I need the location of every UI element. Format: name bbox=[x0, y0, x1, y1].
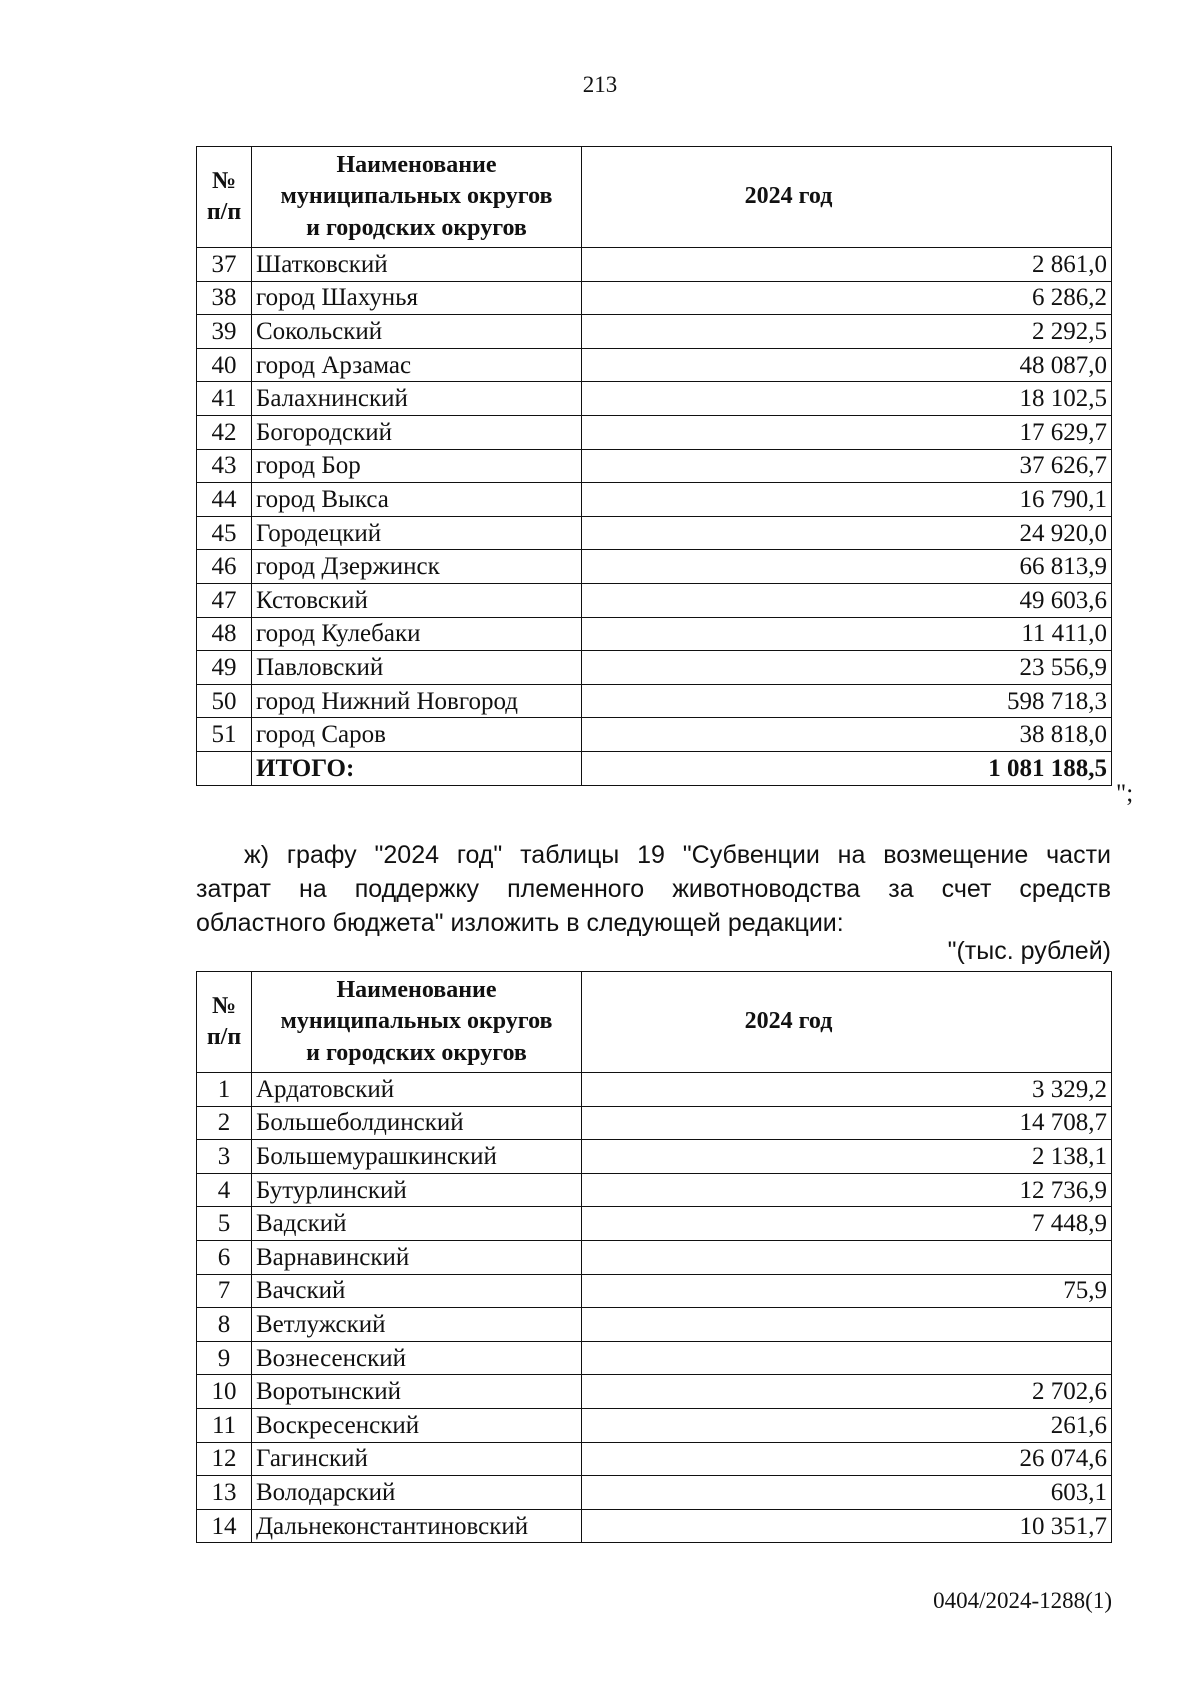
row-number: 8 bbox=[197, 1308, 252, 1342]
row-number: 44 bbox=[197, 483, 252, 517]
district-name: город Арзамас bbox=[252, 348, 582, 382]
row-number: 1 bbox=[197, 1073, 252, 1107]
district-name: город Кулебаки bbox=[252, 617, 582, 651]
total-number bbox=[197, 751, 252, 785]
table-row bbox=[197, 1173, 1112, 1207]
row-number: 37 bbox=[197, 248, 252, 282]
subvention-table-19 bbox=[196, 971, 1112, 1543]
subvention-value: 14 708,7 bbox=[582, 1106, 1112, 1140]
row-number: 43 bbox=[197, 449, 252, 483]
table-row bbox=[197, 281, 1112, 315]
table-row bbox=[197, 1308, 1112, 1342]
subvention-value: 11 411,0 bbox=[582, 617, 1112, 651]
table1-body bbox=[197, 248, 1112, 786]
row-number: 49 bbox=[197, 651, 252, 685]
table-row bbox=[197, 1509, 1112, 1543]
subvention-value: 38 818,0 bbox=[582, 718, 1112, 752]
district-name: Вознесенский bbox=[252, 1341, 582, 1375]
subvention-value: 16 790,1 bbox=[582, 483, 1112, 517]
table-row bbox=[197, 550, 1112, 584]
table-row bbox=[197, 1073, 1112, 1107]
district-name: город Дзержинск bbox=[252, 550, 582, 584]
subvention-value: 261,6 bbox=[582, 1408, 1112, 1442]
row-number: 4 bbox=[197, 1173, 252, 1207]
table-row bbox=[197, 1240, 1112, 1274]
row-number: 14 bbox=[197, 1509, 252, 1543]
header-name: Наименование муниципальных округов и городских округов bbox=[252, 147, 582, 248]
table-row bbox=[197, 1375, 1112, 1409]
page-number: 213 bbox=[582, 72, 618, 97]
table-header-row bbox=[197, 147, 1112, 248]
district-name: Ардатовский bbox=[252, 1073, 582, 1107]
subvention-value: 37 626,7 bbox=[582, 449, 1112, 483]
district-name: город Выкса bbox=[252, 483, 582, 517]
district-name: Гагинский bbox=[252, 1442, 582, 1476]
table-row bbox=[197, 315, 1112, 349]
table-row bbox=[197, 617, 1112, 651]
table-row bbox=[197, 1274, 1112, 1308]
table-header-row bbox=[197, 972, 1112, 1073]
row-number: 46 bbox=[197, 550, 252, 584]
subvention-value bbox=[582, 1308, 1112, 1342]
table-row bbox=[197, 718, 1112, 752]
row-number: 10 bbox=[197, 1375, 252, 1409]
total-value: 1 081 188,5 bbox=[582, 751, 1112, 785]
subvention-value: 7 448,9 bbox=[582, 1207, 1112, 1241]
subvention-value: 26 074,6 bbox=[582, 1442, 1112, 1476]
row-number: 3 bbox=[197, 1140, 252, 1174]
header-year: 2024 год bbox=[582, 972, 1112, 1073]
district-name: Сокольский bbox=[252, 315, 582, 349]
subvention-value: 12 736,9 bbox=[582, 1173, 1112, 1207]
subvention-value: 66 813,9 bbox=[582, 550, 1112, 584]
subvention-value: 2 292,5 bbox=[582, 315, 1112, 349]
header-year: 2024 год bbox=[582, 147, 1112, 248]
district-name: город Шахунья bbox=[252, 281, 582, 315]
row-number: 2 bbox=[197, 1106, 252, 1140]
header-num: № п/п bbox=[197, 972, 252, 1073]
header-num: № п/п bbox=[197, 147, 252, 248]
district-name: Воротынский bbox=[252, 1375, 582, 1409]
district-name: Воскресенский bbox=[252, 1408, 582, 1442]
paragraph-line: областного бюджета" изложить в следующей редакции: bbox=[196, 909, 844, 937]
district-name: Бутурлинский bbox=[252, 1173, 582, 1207]
subvention-value: 49 603,6 bbox=[582, 583, 1112, 617]
row-number: 45 bbox=[197, 516, 252, 550]
total-label: ИТОГО: bbox=[252, 751, 582, 785]
subvention-value: 3 329,2 bbox=[582, 1073, 1112, 1107]
district-name: город Нижний Новгород bbox=[252, 684, 582, 718]
table-row bbox=[197, 1476, 1112, 1510]
table-row bbox=[197, 583, 1112, 617]
total-row bbox=[197, 751, 1112, 785]
row-number: 12 bbox=[197, 1442, 252, 1476]
district-name: Шатковский bbox=[252, 248, 582, 282]
table-row bbox=[197, 684, 1112, 718]
subvention-value: 48 087,0 bbox=[582, 348, 1112, 382]
district-name: Кстовский bbox=[252, 583, 582, 617]
closing-quote: "; bbox=[1116, 780, 1134, 807]
table-row bbox=[197, 348, 1112, 382]
municipal-table-continued bbox=[196, 146, 1112, 786]
table-row bbox=[197, 1341, 1112, 1375]
row-number: 39 bbox=[197, 315, 252, 349]
table2-body bbox=[197, 1073, 1112, 1543]
row-number: 47 bbox=[197, 583, 252, 617]
district-name: Дальнеконстантиновский bbox=[252, 1509, 582, 1543]
district-name: Балахнинский bbox=[252, 382, 582, 416]
subvention-value: 2 702,6 bbox=[582, 1375, 1112, 1409]
subvention-value: 2 861,0 bbox=[582, 248, 1112, 282]
subvention-value: 24 920,0 bbox=[582, 516, 1112, 550]
table-row bbox=[197, 1207, 1112, 1241]
table-row bbox=[197, 516, 1112, 550]
table-row bbox=[197, 248, 1112, 282]
row-number: 6 bbox=[197, 1240, 252, 1274]
subvention-value: 23 556,9 bbox=[582, 651, 1112, 685]
district-name: Богородский bbox=[252, 415, 582, 449]
table-row bbox=[197, 1442, 1112, 1476]
subvention-value: 18 102,5 bbox=[582, 382, 1112, 416]
district-name: Володарский bbox=[252, 1476, 582, 1510]
district-name: Павловский bbox=[252, 651, 582, 685]
row-number: 7 bbox=[197, 1274, 252, 1308]
district-name: Городецкий bbox=[252, 516, 582, 550]
paragraph-line: ж) графу "2024 год" таблицы 19 "Субвенции на возмещение части bbox=[244, 841, 1111, 869]
row-number: 40 bbox=[197, 348, 252, 382]
row-number: 5 bbox=[197, 1207, 252, 1241]
subvention-value: 2 138,1 bbox=[582, 1140, 1112, 1174]
district-name: Вачский bbox=[252, 1274, 582, 1308]
amendment-paragraph bbox=[196, 838, 1111, 940]
table-row bbox=[197, 415, 1112, 449]
subvention-value: 6 286,2 bbox=[582, 281, 1112, 315]
district-name: Вадский bbox=[252, 1207, 582, 1241]
row-number: 48 bbox=[197, 617, 252, 651]
row-number: 9 bbox=[197, 1341, 252, 1375]
row-number: 50 bbox=[197, 684, 252, 718]
subvention-value: 17 629,7 bbox=[582, 415, 1112, 449]
row-number: 11 bbox=[197, 1408, 252, 1442]
row-number: 38 bbox=[197, 281, 252, 315]
subvention-value bbox=[582, 1240, 1112, 1274]
district-name: Варнавинский bbox=[252, 1240, 582, 1274]
subvention-value: 10 351,7 bbox=[582, 1509, 1112, 1543]
subvention-value: 75,9 bbox=[582, 1274, 1112, 1308]
district-name: Большемурашкинский bbox=[252, 1140, 582, 1174]
subvention-value bbox=[582, 1341, 1112, 1375]
header-name: Наименование муниципальных округов и городских округов bbox=[252, 972, 582, 1073]
table-row bbox=[197, 449, 1112, 483]
table-row bbox=[197, 483, 1112, 517]
district-name: Ветлужский bbox=[252, 1308, 582, 1342]
district-name: Большеболдинский bbox=[252, 1106, 582, 1140]
row-number: 41 bbox=[197, 382, 252, 416]
table-row bbox=[197, 382, 1112, 416]
district-name: город Бор bbox=[252, 449, 582, 483]
row-number: 42 bbox=[197, 415, 252, 449]
row-number: 13 bbox=[197, 1476, 252, 1510]
table-row bbox=[197, 1408, 1112, 1442]
document-code: 0404/2024-1288(1) bbox=[933, 1588, 1112, 1613]
subvention-value: 598 718,3 bbox=[582, 684, 1112, 718]
table-row bbox=[197, 1140, 1112, 1174]
district-name: город Саров bbox=[252, 718, 582, 752]
table-row bbox=[197, 1106, 1112, 1140]
subvention-value: 603,1 bbox=[582, 1476, 1112, 1510]
table-row bbox=[197, 651, 1112, 685]
paragraph-line: затрат на поддержку племенного животноводства за счет средств bbox=[196, 875, 1111, 903]
row-number: 51 bbox=[197, 718, 252, 752]
unit-note: "(тыс. рублей) bbox=[947, 937, 1111, 965]
